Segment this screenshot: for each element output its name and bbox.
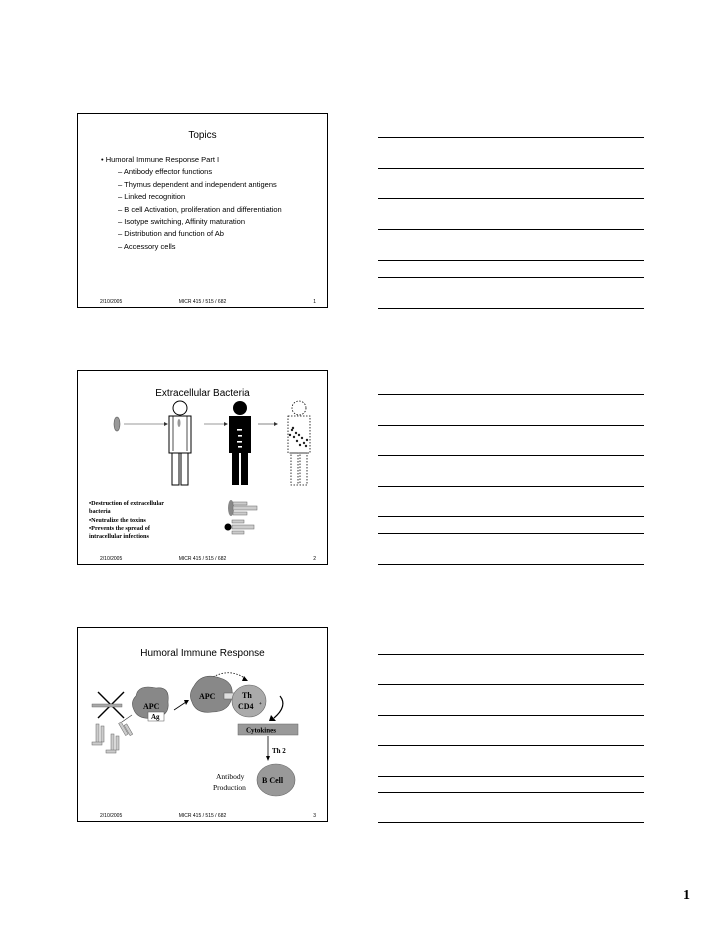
sub-item: – Thymus dependent and independent antigens xyxy=(118,179,277,189)
note-line xyxy=(378,516,644,517)
note-line xyxy=(378,486,644,487)
sub-item: – Antibody effector functions xyxy=(118,167,213,177)
note-line xyxy=(378,198,644,199)
th2-label: Th 2 xyxy=(272,747,286,755)
slide-title: Extracellular Bacteria xyxy=(155,388,250,399)
person-infected-icon xyxy=(229,401,251,485)
slide-3 xyxy=(77,627,328,822)
th-label: Th xyxy=(242,691,252,700)
apc-label: APC xyxy=(143,702,160,711)
footer-date: 2/10/2005 xyxy=(100,299,123,305)
note-line xyxy=(378,229,644,230)
note-line xyxy=(378,277,644,278)
note-line xyxy=(378,715,644,716)
note-line xyxy=(378,684,644,685)
antibody-label: Antibody xyxy=(216,772,245,781)
note-line: •Destruction of extracellular xyxy=(89,500,165,507)
note-line xyxy=(378,533,644,534)
production-label: Production xyxy=(213,783,246,792)
sub-item: – B cell Activation, proliferation and differentiation xyxy=(118,204,282,214)
note-line xyxy=(378,654,644,655)
svg-text:+: + xyxy=(259,702,262,707)
footer-course: MICR 415 / 515 / 682 xyxy=(178,813,227,819)
cytokines-label: Cytokines xyxy=(246,726,276,735)
bacterium-icon xyxy=(114,417,120,431)
sub-item: – Distribution and function of Ab xyxy=(118,229,224,239)
antibody-binding-icons xyxy=(224,496,274,541)
cd4-label: CD4 xyxy=(238,702,254,711)
footer-slide-number: 1 xyxy=(313,299,316,305)
antigen-label: Ag xyxy=(151,713,160,721)
slide-1 xyxy=(77,113,328,308)
note-line xyxy=(378,455,644,456)
person-recovered-icon xyxy=(288,401,310,485)
person-outline-icon xyxy=(169,401,191,485)
footer-course: MICR 415 / 515 / 682 xyxy=(178,299,227,305)
footer-slide-number: 3 xyxy=(313,813,316,819)
note-line xyxy=(378,260,644,261)
footer-date: 2/10/2005 xyxy=(100,556,123,562)
bacterium-icon xyxy=(178,419,181,427)
sub-item: – Linked recognition xyxy=(118,192,186,202)
sub-item: – Isotype switching, Affinity maturation xyxy=(118,217,246,227)
note-line xyxy=(378,137,644,138)
note-line: •Prevents the spread of xyxy=(89,524,150,532)
note-line xyxy=(378,745,644,746)
slide-title: Topics xyxy=(188,130,217,141)
note-line xyxy=(378,564,644,565)
footer-course: MICR 415 / 515 / 682 xyxy=(178,556,227,562)
th-cell-icon xyxy=(232,685,266,717)
b-cell-label: B Cell xyxy=(262,776,284,785)
antibody-icons xyxy=(92,722,133,753)
sub-item: – Accessory cells xyxy=(118,241,176,251)
note-line: bacteria xyxy=(89,508,111,516)
note-line xyxy=(378,308,644,309)
page-number: 1 xyxy=(683,888,690,903)
bullet-list xyxy=(101,154,282,253)
note-line: •Neutralize the toxins xyxy=(89,516,146,524)
note-line xyxy=(378,168,644,169)
footer-slide-number: 2 xyxy=(313,556,316,562)
effector-notes xyxy=(89,500,164,541)
note-line xyxy=(378,425,644,426)
slide-title: Humoral Immune Response xyxy=(140,648,265,659)
slide-2 xyxy=(77,370,328,565)
bullet-item: • Humoral Immune Response Part I xyxy=(101,155,220,164)
note-line: intracellular infections xyxy=(89,533,149,541)
note-line xyxy=(378,822,644,823)
toxin-icon xyxy=(225,524,232,531)
footer-date: 2/10/2005 xyxy=(100,813,123,819)
note-line xyxy=(378,776,644,777)
apc-label: APC xyxy=(199,692,216,701)
humoral-response-diagram xyxy=(78,666,327,806)
note-line xyxy=(378,792,644,793)
note-line xyxy=(378,394,644,395)
